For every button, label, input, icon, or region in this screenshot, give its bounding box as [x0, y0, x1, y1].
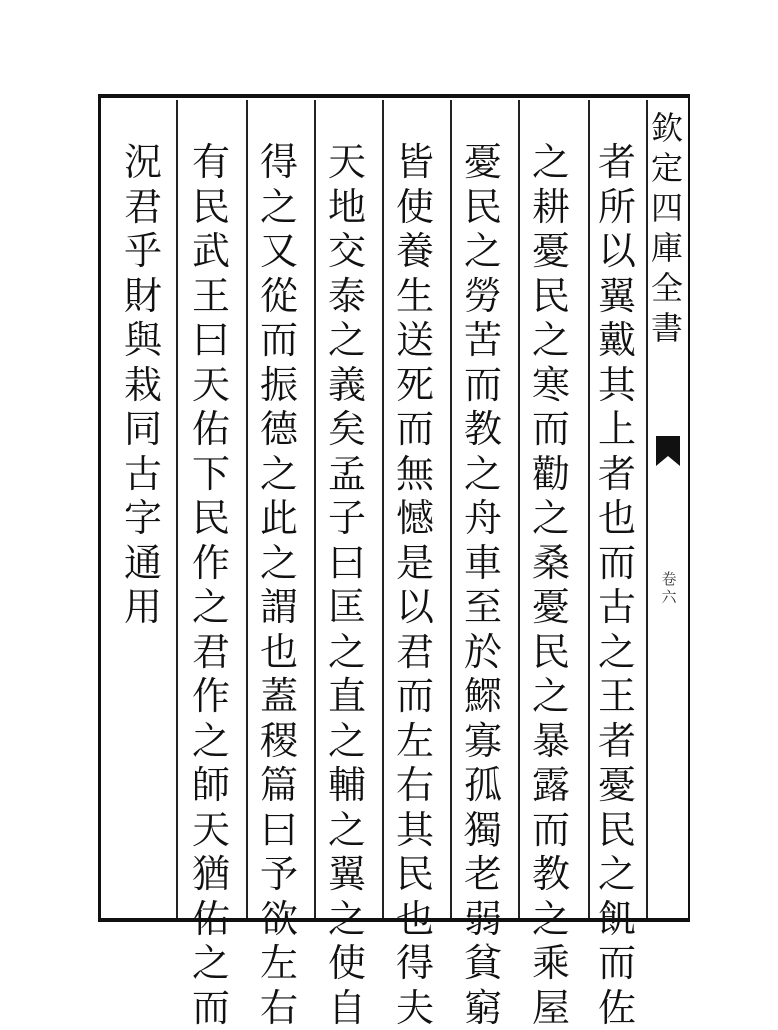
volume-note: 卷六: [661, 570, 677, 606]
column-rule: [518, 100, 520, 918]
text-column-8: 況君乎財與栽同古字通用: [123, 140, 162, 629]
text-column-1: 者所以翼戴其上者也而古之王者憂民之飢而佐: [597, 140, 636, 1030]
text-column-3: 憂民之勞苦而教之舟車至於鰥寡孤獨老弱貧窮: [463, 140, 502, 1030]
column-rule: [314, 100, 316, 918]
text-column-4: 皆使養生送死而無憾是以君而左右其民也得夫: [395, 140, 434, 1030]
text-column-7: 有民武王曰天佑下民作之君作之師天猶佑之而: [191, 140, 230, 1030]
fishtail-mark-icon: [656, 436, 680, 466]
column-rule: [382, 100, 384, 918]
column-rule: [176, 100, 178, 918]
column-rule: [450, 100, 452, 918]
book-title: 欽定四庫全書: [650, 109, 683, 347]
column-rule: [246, 100, 248, 918]
column-rule: [588, 100, 590, 918]
text-column-6: 得之又從而振德之此之謂也蓋稷篇曰予欲左右: [259, 140, 298, 1030]
text-column-2: 之耕憂民之寒而勸之桑憂民之暴露而教之乘屋: [531, 140, 570, 1030]
page-gutter: [648, 100, 686, 918]
text-column-5: 天地交泰之義矣孟子曰匡之直之輔之翼之使自: [327, 140, 366, 1030]
